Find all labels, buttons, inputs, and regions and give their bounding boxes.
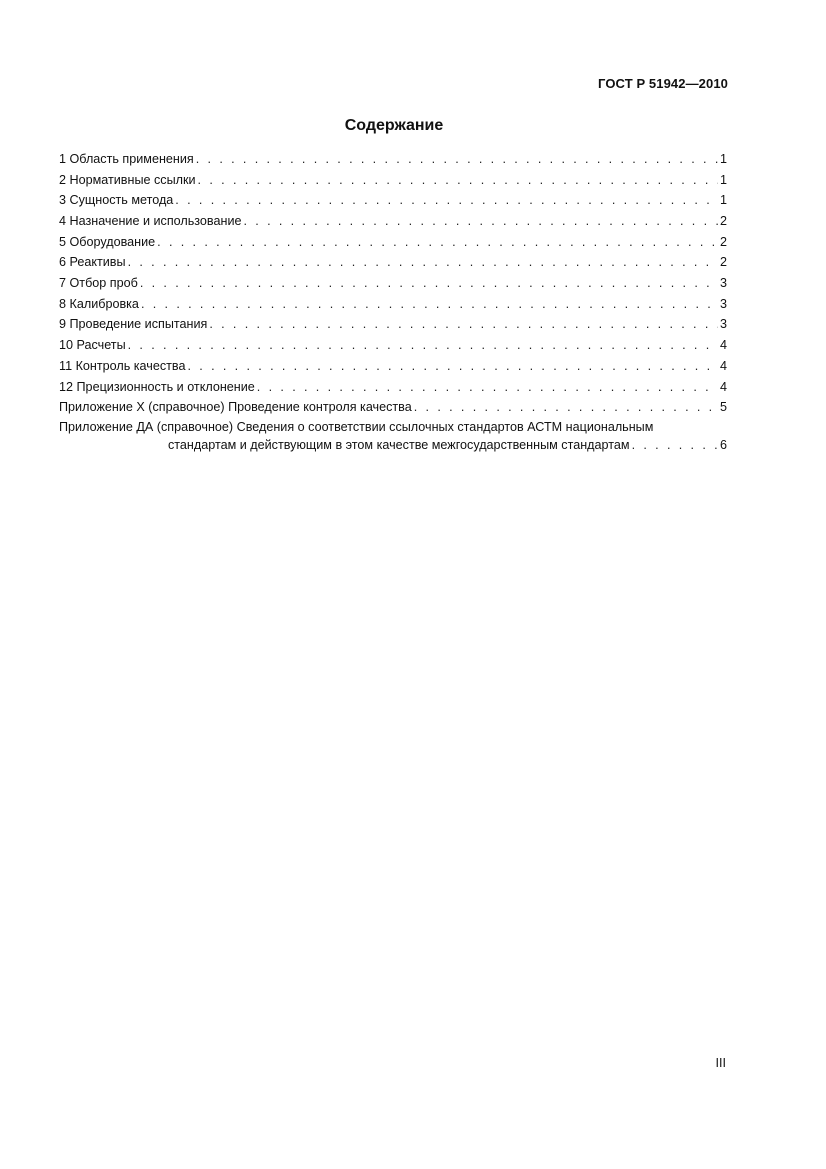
toc-entry-label: 12 Прецизионность и отклонение xyxy=(59,379,255,394)
toc-entry-page: 4 xyxy=(719,358,727,373)
toc-entry-page: 3 xyxy=(719,276,727,291)
toc-entry-sampling[interactable] xyxy=(59,273,727,294)
toc-leader-dots xyxy=(198,170,718,191)
toc-leader-dots xyxy=(175,190,718,211)
toc-entry-page: 2 xyxy=(719,234,727,249)
toc-leader-dots xyxy=(414,397,718,418)
toc-entry-label: 4 Назначение и использование xyxy=(59,214,242,229)
toc-entry-page: 2 xyxy=(719,255,727,270)
toc-entry-page: 5 xyxy=(719,400,727,415)
toc-leader-dots xyxy=(128,252,718,273)
toc-entry-reagents[interactable] xyxy=(59,252,727,273)
toc-entry-test-procedure[interactable] xyxy=(59,315,727,336)
toc-entry-page: 3 xyxy=(719,296,727,311)
toc-entry-label: Приложение X (справочное) Проведение контроля качества xyxy=(59,400,412,415)
toc-entry-label-line1: Приложение ДА (справочное) Сведения о соответствии ссылочных стандартов АСТМ национальным xyxy=(59,419,654,434)
table-of-contents xyxy=(59,149,727,454)
toc-entry-calibration[interactable] xyxy=(59,294,727,315)
toc-entry-label: 3 Сущность метода xyxy=(59,193,174,208)
toc-entry-label-line2-row xyxy=(59,436,727,454)
toc-entry-page: 4 xyxy=(719,379,727,394)
toc-entry-label: 6 Реактивы xyxy=(59,255,126,270)
toc-entry-calculations[interactable] xyxy=(59,335,727,356)
toc-leader-dots xyxy=(243,211,718,232)
toc-entry-appendix-da[interactable] xyxy=(59,418,727,454)
toc-entry-purpose-and-use[interactable] xyxy=(59,211,727,232)
toc-entry-page: 1 xyxy=(719,172,727,187)
toc-entry-page: 2 xyxy=(719,214,727,229)
toc-entry-page: 1 xyxy=(719,193,727,208)
toc-entry-label: 5 Оборудование xyxy=(59,234,156,249)
toc-entry-label: 11 Контроль качества xyxy=(59,358,186,373)
toc-leader-dots xyxy=(128,335,718,356)
toc-entry-label: 8 Калибровка xyxy=(59,296,139,311)
toc-title: Содержание xyxy=(344,117,444,134)
toc-entry-scope[interactable] xyxy=(59,149,727,170)
toc-entry-page: 6 xyxy=(719,437,727,452)
toc-entry-label: 1 Область применения xyxy=(59,151,194,166)
toc-entry-page: 4 xyxy=(719,338,727,353)
toc-entry-label: 7 Отбор проб xyxy=(59,276,138,291)
toc-leader-dots xyxy=(257,377,718,398)
toc-entry-label: 10 Расчеты xyxy=(59,338,126,353)
toc-entry-appendix-x[interactable] xyxy=(59,397,727,418)
toc-entry-page: 3 xyxy=(719,317,727,332)
toc-entry-label-line2: стандартам и действующим в этом качестве межгосударственным стандартам xyxy=(168,437,630,452)
document-code: ГОСТ Р 51942—2010 xyxy=(598,76,728,91)
toc-entry-label: 9 Проведение испытания xyxy=(59,317,208,332)
toc-entry-page: 1 xyxy=(719,151,727,166)
toc-entry-quality-control[interactable] xyxy=(59,356,727,377)
toc-leader-dots xyxy=(187,356,718,377)
toc-entry-precision-and-bias[interactable] xyxy=(59,377,727,398)
toc-leader-dots xyxy=(196,149,718,170)
toc-entry-equipment[interactable] xyxy=(59,232,727,253)
toc-leader-dots xyxy=(157,232,718,253)
page-number: III xyxy=(715,1056,726,1070)
toc-entry-normative-references[interactable] xyxy=(59,170,727,191)
toc-leader-dots xyxy=(632,436,718,454)
toc-entry-method-essence[interactable] xyxy=(59,190,727,211)
toc-leader-dots xyxy=(209,314,718,335)
toc-leader-dots xyxy=(140,273,718,294)
toc-leader-dots xyxy=(141,294,718,315)
toc-entry-label: 2 Нормативные ссылки xyxy=(59,172,196,187)
